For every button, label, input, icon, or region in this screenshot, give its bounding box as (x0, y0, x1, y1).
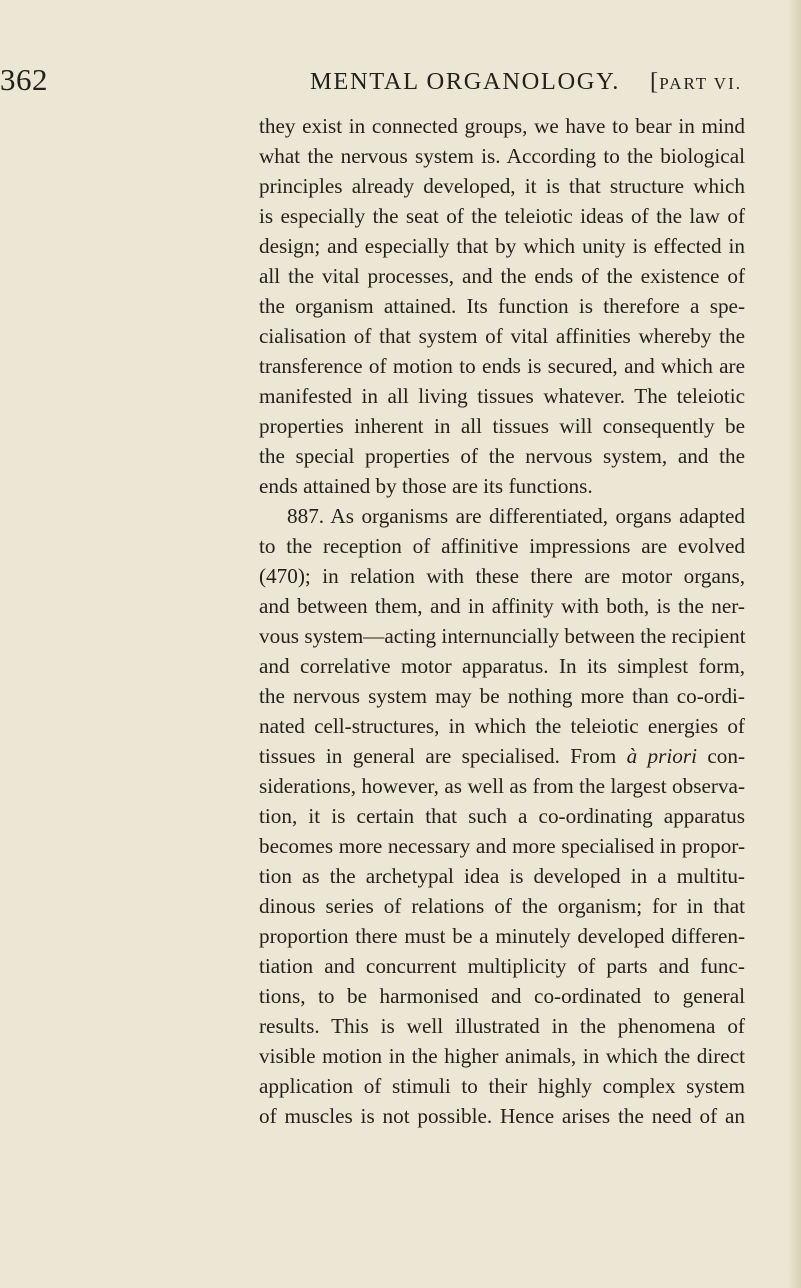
text-line: principles already developed, it is that structure which (259, 174, 745, 198)
part-label (650, 68, 742, 96)
text-line: proportion there must be a minutely developed differen- (259, 924, 745, 948)
part-bracket: [ (649, 68, 660, 95)
text-line: visible motion in the higher animals, in which the direct (259, 1044, 745, 1068)
text-fragment: tissues in general are specialised. From (259, 744, 617, 768)
text-line: siderations, however, as well as from the largest observa- (259, 774, 745, 798)
text-line: manifested in all living tissues whatever. The teleiotic (259, 384, 745, 408)
text-line: transference of motion to ends is secured, and which are (259, 354, 745, 378)
text-line: and between them, and in affinity with both, is the ner- (259, 594, 745, 618)
text-line: all the vital processes, and the ends of the existence of (259, 264, 745, 288)
part-label-text: PART VI. (659, 74, 742, 93)
text-fragment: con- (707, 744, 746, 768)
text-line: they exist in connected groups, we have to bear in mind (259, 114, 745, 138)
text-line: the special properties of the nervous system, and the (259, 444, 745, 468)
text-line: properties inherent in all tissues will consequently be (259, 414, 745, 438)
text-line: dinous series of relations of the organism; for in that (259, 894, 745, 918)
text-line: the nervous system may be nothing more than co-ordi- (259, 684, 745, 708)
page-edge-shadow (787, 0, 801, 1288)
text-line: cialisation of that system of vital affinities whereby the (259, 324, 745, 348)
text-line-with-italic (259, 741, 745, 771)
text-line: tions, to be harmonised and co-ordinated to general (259, 984, 745, 1008)
text-line: and correlative motor apparatus. In its simplest form, (259, 654, 745, 678)
text-line: to the reception of affinitive impressions are evolved (259, 534, 745, 558)
chapter-title: MENTAL ORGANOLOGY. (310, 68, 620, 95)
text-line: what the nervous system is. According to the biological (259, 144, 745, 168)
text-line: tiation and concurrent multiplicity of parts and func- (259, 954, 745, 978)
text-line: the organism attained. Its function is therefore a spe- (259, 294, 745, 318)
text-line: results. This is well illustrated in the phenomena of (259, 1014, 745, 1038)
text-line: nated cell-structures, in which the teleiotic energies of (259, 714, 745, 738)
italic-phrase: à priori (626, 744, 697, 768)
text-line: ends attained by those are its functions. (259, 474, 593, 498)
text-line: vous system—acting internuncially between the recipient (259, 624, 746, 648)
text-line: becomes more necessary and more specialised in propor- (259, 834, 745, 858)
body-text (259, 111, 745, 1131)
paragraph-start-887: 887. As organisms are differentiated, organs adapted (287, 504, 745, 528)
page-number: 362 (0, 62, 48, 97)
text-line: (470); in relation with these there are motor organs, (259, 564, 745, 588)
text-line: tion, it is certain that such a co-ordinating apparatus (259, 804, 745, 828)
running-head-title-row (310, 68, 742, 102)
text-line: tion as the archetypal idea is developed in a multitu- (259, 864, 745, 888)
text-line: design; and especially that by which unity is effected in (259, 234, 745, 258)
text-line: of muscles is not possible. Hence arises the need of an (259, 1104, 745, 1128)
text-line: is especially the seat of the teleiotic ideas of the law of (259, 204, 745, 228)
text-line: application of stimuli to their highly complex system (259, 1074, 745, 1098)
